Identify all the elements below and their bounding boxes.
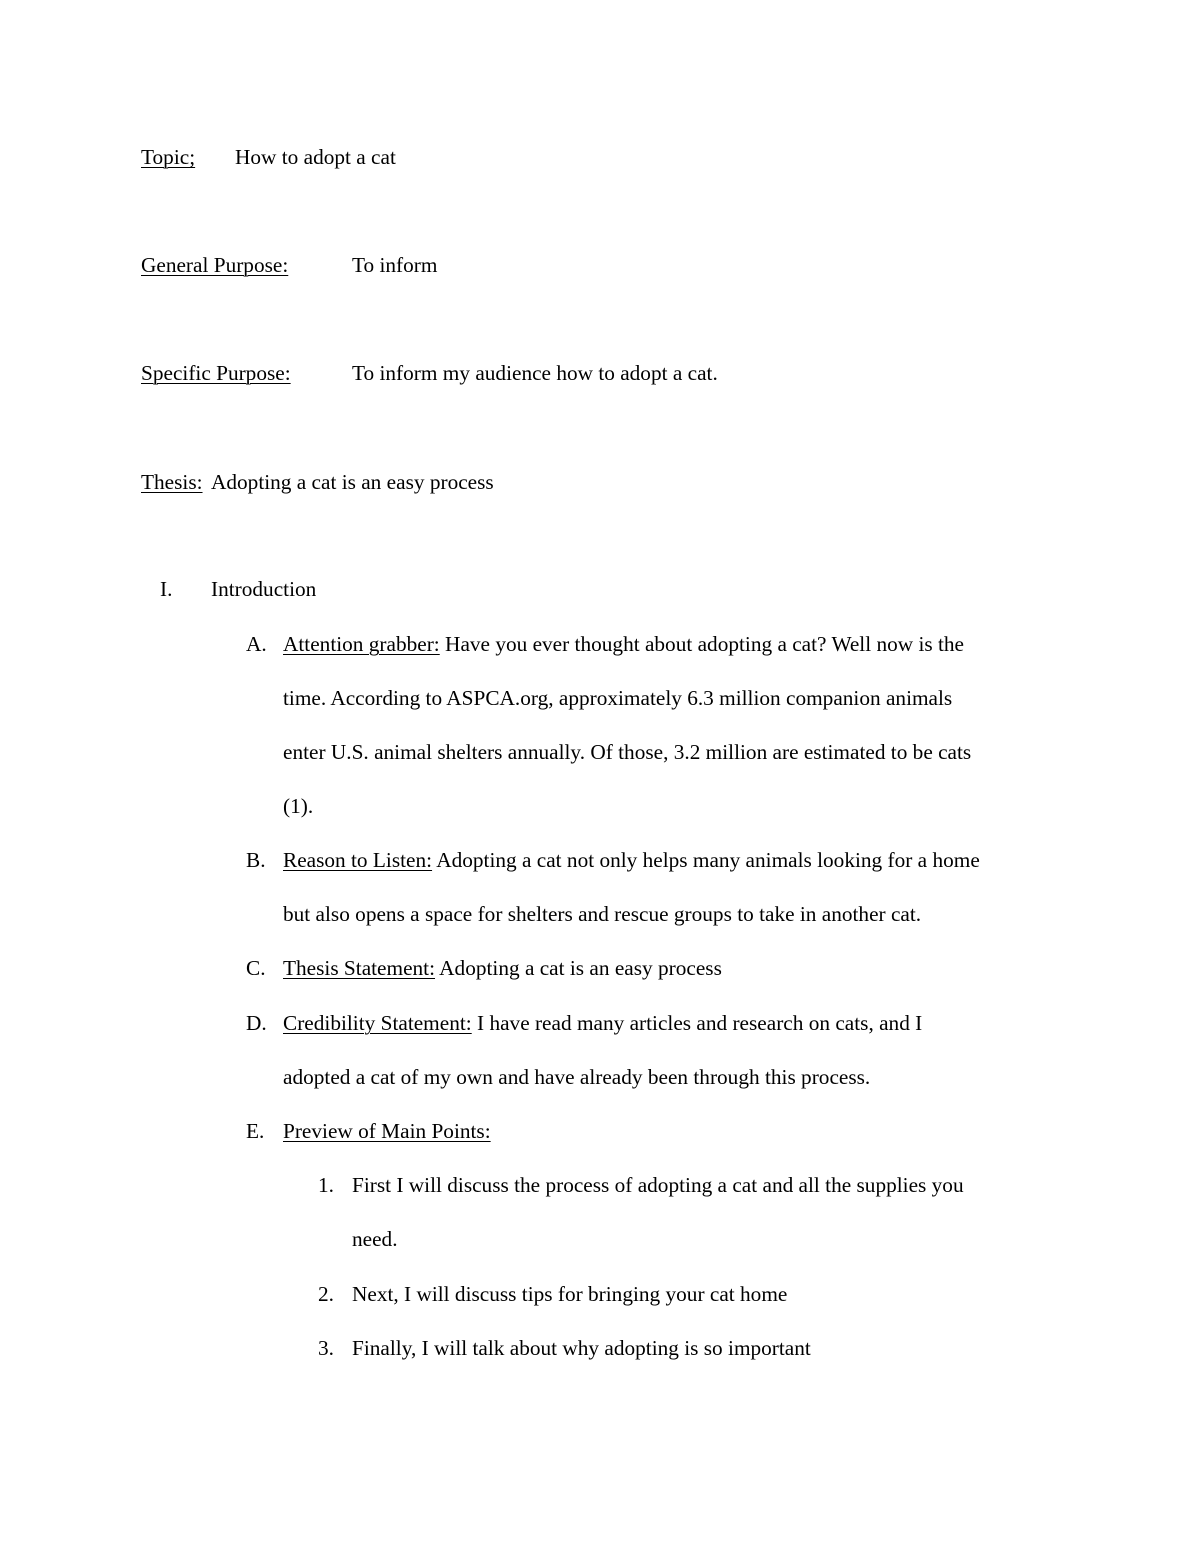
item-letter: A. (246, 632, 267, 656)
outline-item-credibility (283, 1013, 922, 1034)
item-text-line: Have you ever thought about adopting a cat? Well now is the (439, 632, 964, 656)
item-text-line: adopted a cat of my own and have already been through this process. (283, 1065, 871, 1089)
section-title: Introduction (211, 577, 317, 601)
specific-purpose-value: To inform my audience how to adopt a cat. (352, 361, 718, 385)
item-label: Thesis Statement: (283, 956, 436, 980)
point-text-line: Finally, I will talk about why adopting is so important (352, 1336, 811, 1360)
outline-item-thesis-statement (283, 958, 722, 979)
point-number: 3. (318, 1336, 334, 1360)
specific-purpose-label: Specific Purpose: (141, 361, 291, 385)
topic-label: Topic; (141, 145, 196, 169)
general-purpose-value: To inform (352, 253, 438, 277)
point-text-line: Next, I will discuss tips for bringing your cat home (352, 1282, 788, 1306)
item-label: Credibility Statement: (283, 1011, 472, 1035)
thesis-label: Thesis: (141, 470, 203, 494)
item-text-line: Adopting a cat not only helps many animals looking for a home (432, 848, 980, 872)
item-text-line: time. According to ASPCA.org, approximately 6.3 million companion animals (283, 686, 953, 710)
item-label: Preview of Main Points: (283, 1119, 491, 1143)
outline-item-attention (283, 634, 964, 655)
topic-value: How to adopt a cat (235, 145, 396, 169)
item-letter: B. (246, 848, 266, 872)
item-text-line: Adopting a cat is an easy process (435, 956, 722, 980)
section-numeral: I. (160, 577, 173, 601)
item-label: Reason to Listen: (283, 848, 433, 872)
item-text-line: I have read many articles and research on cats, and I (471, 1011, 923, 1035)
thesis-value: Adopting a cat is an easy process (211, 470, 494, 494)
item-label: Attention grabber: (283, 632, 440, 656)
general-purpose-label: General Purpose: (141, 253, 289, 277)
item-text-line: enter U.S. animal shelters annually. Of those, 3.2 million are estimated to be cats (283, 740, 972, 764)
item-text-line: (1). (283, 794, 314, 818)
point-number: 1. (318, 1173, 334, 1197)
outline-item-reason (283, 850, 980, 871)
point-text-line: need. (352, 1227, 398, 1251)
item-letter: C. (246, 956, 266, 980)
point-text-line: First I will discuss the process of adopting a cat and all the supplies you (352, 1173, 964, 1197)
item-letter: E. (246, 1119, 265, 1143)
item-letter: D. (246, 1011, 267, 1035)
point-number: 2. (318, 1282, 334, 1306)
item-text-line: but also opens a space for shelters and rescue groups to take in another cat. (283, 902, 922, 926)
